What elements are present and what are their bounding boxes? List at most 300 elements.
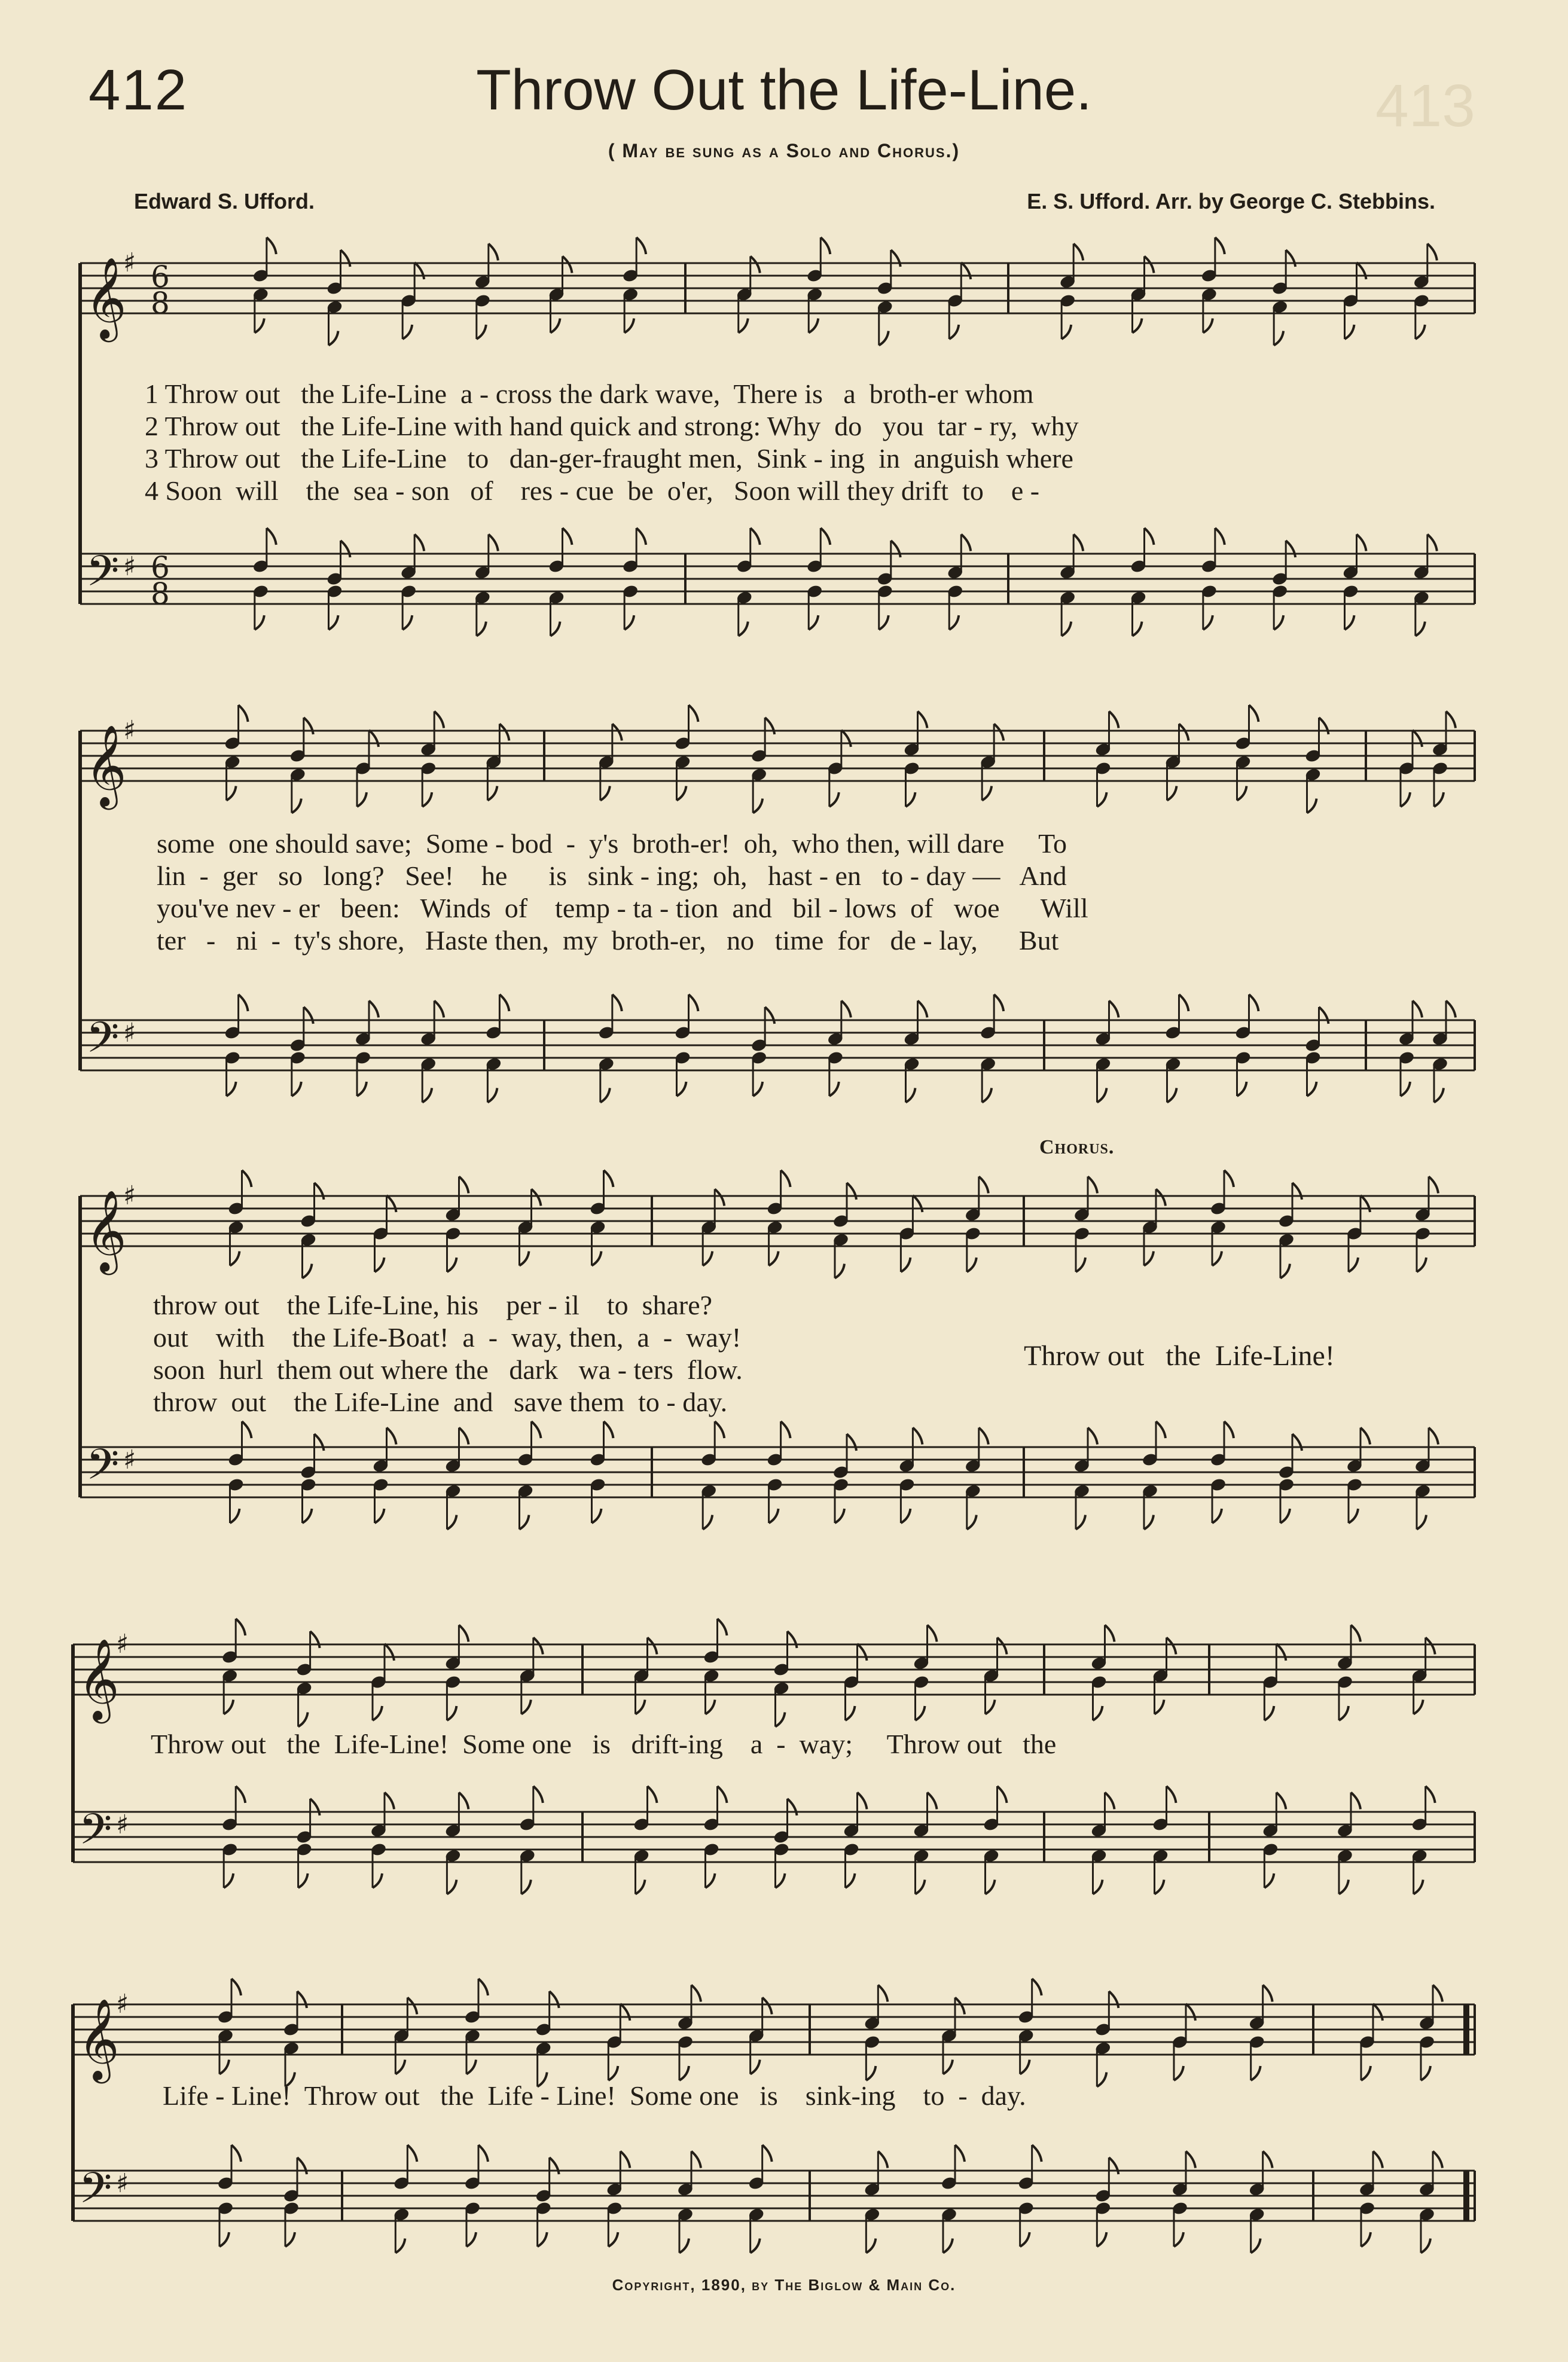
note-flag [691,2152,701,2168]
note-flag [949,325,959,339]
note-flag [1179,994,1189,1011]
note-flag [751,2060,760,2074]
note-flag [1073,535,1083,551]
note-flag [943,2060,953,2074]
note-flag [521,1700,531,1714]
note-flag [533,1786,543,1803]
note-flag [422,1088,432,1103]
note-flag [858,1793,867,1809]
key-sharp: ♯ [116,1629,129,1659]
note-flag [434,1001,444,1018]
treble-clef: 𝄞 [78,1997,120,2080]
key-sharp: ♯ [123,1018,136,1048]
note-flag [1373,2152,1383,2168]
note-flag [1144,1252,1154,1266]
note-flag [982,786,992,801]
note-flag [679,2239,689,2253]
note-flag [1174,2232,1183,2247]
note-flag [982,1088,992,1103]
note-flag [703,1252,712,1266]
note-flag [1020,2232,1030,2247]
note-flag [521,1880,531,1894]
note-flag [414,535,424,551]
note-flag [1421,2066,1430,2080]
note-flag [1133,319,1142,333]
verse-line: ter - ni - ty's shore, Haste then, my broth-er, no time for de - lay, But [157,925,1059,956]
key-sharp: ♯ [116,1809,129,1840]
note-flag [1155,1880,1164,1894]
note-flag [487,786,497,801]
note-flag [1401,1082,1410,1096]
note-flag [835,1264,844,1278]
note-flag [706,1700,715,1714]
note-flag [1416,325,1425,339]
note-flag [1427,535,1437,551]
note-flag [1032,1979,1042,1995]
note-flag [961,535,971,551]
verse-line: throw out the Life-Line, his per - il to share? [153,1290,713,1320]
note-flag [407,2145,417,2162]
note-flag [751,2239,760,2253]
note-flag [1276,1793,1286,1809]
note-flag [538,2232,547,2247]
note-flag [1360,1428,1370,1445]
note-flag [879,615,889,630]
note-flag [739,622,748,636]
note-flag [1416,622,1425,636]
note-flag [1373,2004,1383,2021]
note-flag [769,1252,779,1266]
note-flag [788,1799,797,1815]
note-flag [478,1979,488,1995]
note-flag [385,1644,394,1661]
note-flag [310,1799,320,1815]
note-flag [1097,1088,1107,1103]
note-flag [532,1421,541,1438]
note-flag [1061,622,1071,636]
note-flag [489,535,498,551]
note-flag [879,331,889,346]
treble-clef: 𝄞 [78,1637,120,1720]
note-flag [395,2060,405,2074]
chorus-line: Throw out the Life-Line! Some one is drift-ing a - way; Throw out the [151,1729,1057,1759]
note-flag [1212,1252,1222,1266]
note-flag [1156,1421,1166,1438]
note-flag [1427,244,1437,261]
note-flag [1088,1428,1097,1445]
note-flag [434,712,444,728]
note-flag [612,994,622,1011]
note-flag [315,1183,324,1200]
note-flag [385,1793,394,1809]
note-flag [739,319,748,333]
note-flag [703,1515,712,1530]
note-flag [829,792,839,807]
note-flag [242,1170,252,1187]
note-flag [1093,1880,1103,1894]
note-flag [788,1631,797,1648]
note-flag [329,331,338,346]
note-flag [1251,2239,1261,2253]
note-flag [292,1082,301,1096]
note-flag [677,1082,687,1096]
note-flag [1032,2145,1042,2162]
note-flag [906,1088,916,1103]
note-flag [994,994,1003,1011]
note-flag [1237,786,1247,801]
note-flag [341,541,350,557]
note-flag [961,263,971,279]
note-flag [357,1082,367,1096]
bleed-through-page-number: 413 [1375,72,1475,139]
note-flag [955,2145,965,2162]
verse-line: some one should save; Some - bod - y's broth-er! oh, who then, will dare To [157,828,1067,859]
note-flag [835,1509,844,1523]
key-sharp: ♯ [123,715,136,746]
note-flag [1215,528,1225,545]
note-flag [239,705,248,722]
note-flag [224,1700,233,1714]
note-flag [901,1258,910,1272]
note-flag [303,1264,312,1278]
note-flag [986,1880,995,1894]
note-flag [1274,331,1283,346]
note-flag [1061,325,1071,339]
note-flag [1109,1991,1118,2008]
note-flag [1280,1509,1290,1523]
note-flag [520,1515,529,1530]
note-flag [1073,244,1083,261]
note-flag [230,1252,240,1266]
note-flag [846,1873,855,1888]
note-flag [1307,799,1317,813]
note-flag [1276,1644,1286,1661]
note-flag [1186,2152,1195,2168]
note-flag [1215,237,1225,254]
note-flag [820,237,830,254]
note-flag [1433,1985,1442,2002]
note-flag [422,792,432,807]
note-flag [677,786,687,801]
note-flag [466,2060,476,2074]
key-sharp: ♯ [123,248,136,278]
note-flag [689,705,698,722]
note-flag [373,1706,382,1720]
note-flag [242,1421,252,1438]
note-flag [891,541,901,557]
note-flag [1237,1082,1247,1096]
note-flag [1349,1258,1358,1272]
note-flag [1446,712,1456,728]
note-flag [592,1252,602,1266]
note-flag [478,2145,488,2162]
note-flag [600,786,610,801]
note-flag [219,2060,229,2074]
note-flag [551,622,560,636]
note-flag [267,528,276,545]
verse-line: throw out the Life-Line and save them to - day. [153,1387,728,1417]
note-flag [369,1001,379,1018]
note-flag [550,2157,559,2174]
note-flag [1286,541,1295,557]
note-flag [751,257,760,273]
note-flag [891,250,901,267]
note-flag [459,1177,469,1194]
note-flag [298,1713,308,1727]
note-flag [341,250,350,267]
note-flag [375,1509,385,1523]
note-flag [304,718,313,734]
note-flag [1088,1177,1097,1194]
note-flag [1097,792,1107,807]
note-flag [1264,1873,1274,1888]
note-flag [1249,994,1259,1011]
hymn-title: Throw Out the Life-Line. [476,58,1092,122]
note-flag [1280,1264,1290,1278]
note-flag [918,712,928,728]
note-flag [447,1515,457,1530]
note-flag [1167,1088,1177,1103]
note-flag [1097,2232,1106,2247]
note-flag [1264,1706,1274,1720]
note-flag [304,1007,313,1024]
note-flag [943,2239,953,2253]
note-flag [866,2066,875,2080]
note-flag [285,2232,295,2247]
note-flag [292,799,301,813]
note-flag [551,319,560,333]
note-flag [608,2066,618,2080]
bass-clef: 𝄢 [79,2163,112,2223]
note-flag [1249,705,1259,722]
note-flag [781,1170,791,1187]
note-flag [414,263,424,279]
bass-clef: 𝄢 [86,1013,120,1073]
note-flag [604,1170,614,1187]
note-flag [949,615,959,630]
verse-line: 2 Throw out the Life-Line with hand quick and strong: Why do you tar - ry, why [145,411,1079,441]
note-flag [1174,2066,1183,2080]
note-flag [1145,528,1154,545]
note-flag [1203,615,1213,630]
note-flag [227,786,236,801]
note-flag [1413,730,1422,747]
note-flag [997,1638,1007,1655]
note-flag [1105,1625,1115,1642]
note-flag [1351,1625,1360,1642]
note-flag [979,1177,989,1194]
note-flag [612,724,622,741]
note-flag [624,615,634,630]
note-flag [303,1509,312,1523]
note-flag [1414,1880,1423,1894]
note-flag [1274,615,1283,630]
time-signature: 8 [151,576,170,611]
note-flag [1339,1880,1349,1894]
note-flag [239,994,248,1011]
note-flag [499,724,509,741]
chorus-line: Life - Line! Throw out the Life - Line! Some one is sink-ing to - day. [163,2080,1026,2111]
note-flag [820,528,830,545]
note-flag [913,1428,922,1445]
key-sharp: ♯ [123,551,136,582]
bass-clef: 𝄢 [79,1805,112,1864]
note-flag [1224,1170,1234,1187]
note-flag [231,1979,241,1995]
note-flag [1446,1001,1456,1018]
note-flag [1109,712,1119,728]
note-flag [310,1631,320,1648]
note-flag [928,1793,937,1809]
note-flag [753,1082,762,1096]
note-flag [499,994,509,1011]
note-flag [1133,622,1142,636]
note-flag [918,1001,928,1018]
note-flag [718,1786,727,1803]
note-flag [459,1793,468,1809]
note-flag [648,1786,657,1803]
note-flag [1093,1706,1103,1720]
note-flag [620,2152,630,2168]
note-flag [967,1515,977,1530]
note-flag [477,622,486,636]
composer-credit: E. S. Ufford. Arr. by George C. Stebbins. [1027,189,1435,213]
note-flag [1167,1638,1176,1655]
note-flag [373,1873,382,1888]
note-flag [997,1786,1007,1803]
note-flag [1179,724,1189,741]
note-flag [1076,1515,1085,1530]
note-flag [459,1625,468,1642]
note-flag [636,1880,645,1894]
note-flag [1292,1434,1302,1451]
note-flag [1155,1700,1164,1714]
note-flag [395,2239,405,2253]
note-flag [1413,1001,1422,1018]
note-flag [1417,1258,1426,1272]
note-flag [776,1873,785,1888]
note-flag [706,1873,715,1888]
note-flag [447,1706,456,1720]
note-flag [1156,1189,1166,1206]
note-flag [407,1998,417,2015]
note-flag [369,730,379,747]
time-signature: 6 [151,260,170,294]
note-flag [679,2066,689,2080]
note-flag [1361,2232,1371,2247]
note-flag [224,1873,233,1888]
note-flag [955,1998,965,2015]
note-flag [1167,1786,1176,1803]
note-flag [1434,1088,1444,1103]
note-flag [1224,1421,1234,1438]
note-flag [298,1873,308,1888]
chorus-brace-text: Throw out the Life-Line! [1024,1340,1335,1372]
note-flag [1414,1700,1423,1714]
note-flag [466,2232,476,2247]
note-flag [1433,2152,1442,2168]
note-flag [1109,1001,1119,1018]
note-flag [846,1706,855,1720]
note-flag [1345,325,1355,339]
note-flag [1421,2239,1430,2253]
note-flag [913,1195,922,1212]
note-flag [1319,1007,1329,1024]
note-flag [267,237,276,254]
note-flag [986,1700,995,1714]
note-flag [1417,1515,1426,1530]
note-flag [636,528,646,545]
note-flag [255,319,264,333]
note-flag [776,1713,785,1727]
note-flag [753,799,762,813]
note-flag [901,1509,910,1523]
key-sharp: ♯ [116,2168,129,2199]
note-flag [1203,319,1213,333]
note-flag [387,1428,396,1445]
note-flag [1076,1258,1085,1272]
note-flag [916,1880,925,1894]
note-flag [847,1434,856,1451]
note-flag [967,1258,977,1272]
note-flag [751,528,760,545]
note-flag [765,1007,774,1024]
note-flag [1339,1706,1349,1720]
note-flag [487,1088,497,1103]
note-flag [315,1434,324,1451]
note-flag [1097,2073,1106,2087]
note-flag [1426,1786,1435,1803]
treble-clef: 𝄞 [85,256,127,338]
note-flag [1020,2060,1030,2074]
note-flag [866,2239,875,2253]
note-flag [402,615,412,630]
note-flag [636,237,646,254]
note-flag [1360,1195,1370,1212]
note-flag [1357,263,1366,279]
note-flag [604,1421,614,1438]
note-flag [1429,1428,1438,1445]
note-flag [769,1509,779,1523]
note-flag [297,2157,307,2174]
note-flag [447,1880,456,1894]
note-flag [1109,2157,1118,2174]
note-flag [1319,718,1329,734]
copyright-notice: Copyright, 1890, by The Biglow & Main Co. [612,2276,956,2294]
note-flag [689,994,698,1011]
note-flag [648,1638,657,1655]
note-flag [718,1619,727,1635]
note-flag [624,319,634,333]
lyricist-credit: Edward S. Ufford. [134,189,315,213]
note-flag [329,615,338,630]
note-flag [809,615,818,630]
time-signature: 8 [151,286,170,321]
verse-line: 3 Throw out the Life-Line to dan-ger-fraught men, Sink - ing in anguish where [145,443,1073,474]
note-flag [1361,2066,1371,2080]
verse-line: you've nev - er been: Winds of temp - ta - tion and bil - lows of woe Will [157,893,1088,923]
note-flag [563,528,572,545]
note-flag [841,1001,851,1018]
note-flag [230,1509,240,1523]
note-flag [928,1625,937,1642]
note-flag [906,792,916,807]
time-signature: 6 [151,550,170,585]
note-flag [1186,2004,1195,2021]
note-flag [979,1428,989,1445]
note-flag [477,325,486,339]
performance-note: ( May be sung as a Solo and Chorus.) [608,140,960,161]
